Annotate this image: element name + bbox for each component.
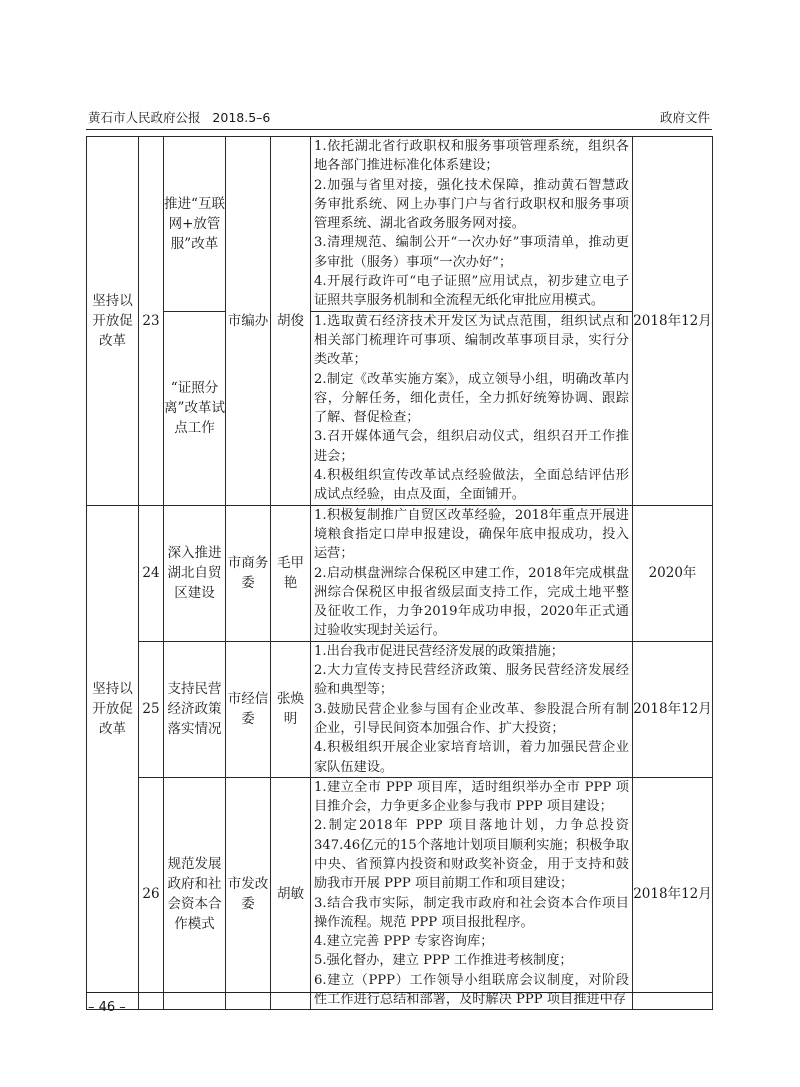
measure-item: 1.建立全市 PPP 项目库，适时组织举办全市 PPP 项目推介会，力争更多企业参与我市 PPP 项目建设；: [314, 779, 629, 815]
category-cell: 坚持以开放促改革: [87, 641, 139, 777]
deadline: 2020年: [633, 505, 713, 641]
lead-department: 市商务委: [226, 505, 271, 641]
section-title: 政府文件: [659, 110, 710, 125]
responsible-person: 胡敏: [271, 777, 311, 1010]
measure-item: 3.清理规范、编制公开“一次办好”事项清单，推动更多审批（服务）事项“一次办好”；: [314, 235, 629, 270]
item-number: 23: [139, 137, 164, 506]
task-name: 规范发展政府和社会资本合作模式: [164, 777, 226, 1010]
measures-cell: [311, 505, 633, 641]
lead-department: 市编办: [226, 137, 271, 506]
table-row: [87, 311, 713, 505]
table-row: [87, 641, 713, 777]
task-name: “证照分离”改革试点工作: [164, 311, 226, 505]
measure-item: 4.建立完善 PPP 专家咨询库；: [314, 934, 494, 950]
measure-item: 3.结合我市实际，制定我市政府和社会资本合作项目操作流程。规范 PPP 项目报批程序。: [314, 895, 629, 930]
item-number: 26: [139, 777, 164, 1010]
measure-item: 1.出台我市促进民营经济发展的政策措施；: [314, 643, 564, 659]
page-number: – 46 –: [88, 1000, 126, 1015]
deadline: 2018年12月: [633, 137, 713, 506]
journal-title: 黄石市人民政府公报 2018.5–6: [88, 110, 271, 125]
lead-department: 市发改委: [226, 777, 271, 1010]
measures-cell: [311, 641, 633, 777]
deadline: 2018年12月: [633, 777, 713, 1010]
table-row: [87, 137, 713, 312]
measures-cell: [311, 311, 633, 505]
task-name: 深入推进湖北自贸区建设: [164, 505, 226, 641]
category-cell: 坚持以开放促改革: [87, 137, 139, 506]
measure-item: 2.大力宣传支持民营经济政策、服务民营经济发展经验和典型等；: [314, 663, 629, 698]
measure-item: 3.召开媒体通气会，组织启动仪式，组织召开工作推进会；: [314, 429, 629, 464]
table-row: [87, 777, 713, 1010]
table-row: [87, 505, 713, 641]
responsible-person: 毛甲艳: [271, 505, 311, 641]
responsible-person: 张焕明: [271, 641, 311, 777]
responsible-person: 胡俊: [271, 137, 311, 506]
header-rule: [86, 129, 712, 130]
measure-item: 2.制定《改革实施方案》，成立领导小组，明确改革内容，分解任务，细化责任，全力抓好统筹协调、跟踪了解、督促检查；: [314, 371, 629, 426]
measure-item: 4.开展行政许可“电子证照”应用试点，初步建立电子证照共享服务机制和全流程无纸化审批应用模式。: [314, 274, 629, 309]
item-number: 25: [139, 641, 164, 777]
footer-rule: [86, 992, 712, 993]
measure-item: 4.积极组织开展企业家培育培训，着力加强民营企业家队伍建设。: [314, 740, 629, 775]
measure-item: 2.启动棋盘洲综合保税区申建工作，2018年完成棋盘洲综合保税区申报省级层面支持工作，完成土地平整及征收工作，力争2019年成功申报，2020年正式通过验收实现封关运行。: [314, 565, 629, 639]
measure-item: 2.加强与省里对接，强化技术保障，推动黄石智慧政务审批系统、网上办事门户与省行政职权和服务事项管理系统、湖北省政务服务网对接。: [314, 177, 629, 232]
task-name: 支持民营经济政策落实情况: [164, 641, 226, 777]
reform-task-table: [86, 136, 713, 1010]
lead-department: 市经信委: [226, 641, 271, 777]
measure-item: 1.积极复制推广自贸区改革经验，2018年重点开展进境粮食指定口岸申报建设，确保年底申报成功，投入运营；: [314, 507, 629, 562]
measure-item: 1.选取黄石经济技术开发区为试点范围，组织试点和相关部门梳理许可事项、编制改革事项目录，实行分类改革；: [314, 313, 629, 368]
measure-item: 1.依托湖北省行政职权和服务事项管理系统，组织各地各部门推进标准化体系建设；: [314, 139, 629, 174]
measures-cell: [311, 777, 633, 1010]
category-spacer: [87, 777, 139, 1010]
measures-cell: [311, 137, 633, 312]
page-header: [86, 108, 712, 126]
deadline: 2018年12月: [633, 641, 713, 777]
measure-item: 5.强化督办，建立 PPP 工作推进考核制度；: [314, 953, 573, 969]
measure-item: 4.积极组织宣传改革试点经验做法，全面总结评估形成试点经验，由点及面，全面铺开。: [314, 468, 629, 503]
measure-item: 3.鼓励民营企业参与国有企业改革、参股混合所有制企业，引导民间资本加强合作、扩大投资；: [314, 701, 629, 736]
measure-item: 6.建立（PPP）工作领导小组联席会议制度，对阶段性工作进行总结和部署，及时解决 PPP 项目推进中存: [314, 972, 629, 1008]
task-name: 推进“互联网+放管服”改革: [164, 137, 226, 312]
item-number: 24: [139, 505, 164, 641]
measure-item: 2.制定2018年 PPP 项目落地计划，力争总投资347.46亿元的15个落地计划项目顺利实施；积极争取中央、省预算内投资和财政奖补资金，用于支持和鼓励我市开展 PPP 项目前期工作和项目建设；: [314, 818, 629, 892]
category-spacer: [87, 505, 139, 641]
